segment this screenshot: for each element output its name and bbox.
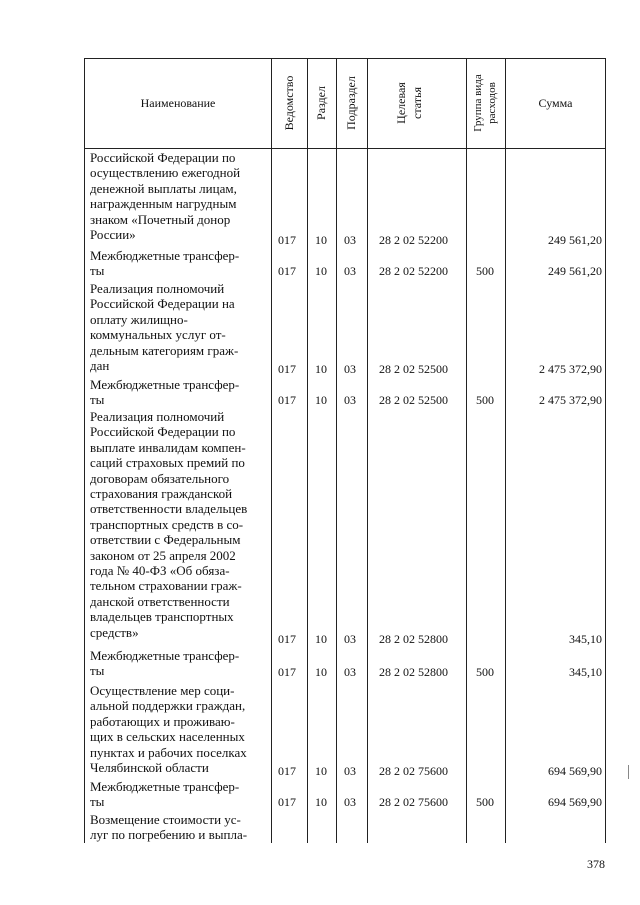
scan-mark xyxy=(628,765,629,779)
cell-celevaya: 28 2 02 52200 xyxy=(379,233,448,247)
header-gruppa-line1: Группа вида xyxy=(472,74,484,132)
header-vedomstvo: Ведомство xyxy=(282,75,296,131)
cell-razdel: 10 xyxy=(315,795,327,809)
cell-celevaya: 28 2 02 52200 xyxy=(379,264,448,278)
row-name: Осуществление мер соци- альной поддержки граждан, работающих и проживаю- щих в сельских населенных пунктах и рабочих поселках Челябинской области xyxy=(90,683,247,776)
row-name: Межбюджетные трансфер- ты xyxy=(90,248,240,279)
cell-celevaya: 28 2 02 52500 xyxy=(379,362,448,376)
header-razdel: Раздел xyxy=(314,86,328,120)
header-bottom-border xyxy=(84,148,606,149)
header-name: Наименование xyxy=(140,96,216,110)
cell-podrazdel: 03 xyxy=(344,665,356,679)
cell-celevaya: 28 2 02 75600 xyxy=(379,795,448,809)
row-name: Возмещение стоимости ус- луг по погребению и выпла- xyxy=(90,812,248,843)
page-number: 378 xyxy=(587,857,605,871)
cell-razdel: 10 xyxy=(315,233,327,247)
col-border-cs xyxy=(466,58,467,843)
header-celevaya-line1: Целевая xyxy=(394,82,408,124)
cell-summa: 2 475 372,90 xyxy=(539,362,602,376)
row-name: Российской Федерации по осуществлению ежегодной денежной выплаты лицам, награжденным нагрудным знаком «Почетный донор России» xyxy=(90,150,241,243)
cell-podrazdel: 03 xyxy=(344,632,356,646)
cell-razdel: 10 xyxy=(315,393,327,407)
col-border-razdel xyxy=(336,58,337,843)
cell-gruppa: 500 xyxy=(476,665,494,679)
cell-razdel: 10 xyxy=(315,264,327,278)
cell-gruppa: 500 xyxy=(476,264,494,278)
header-gruppa-line2: расходов xyxy=(486,82,498,124)
cell-vedomstvo: 017 xyxy=(278,665,296,679)
cell-summa: 345,10 xyxy=(569,665,602,679)
cell-vedomstvo: 017 xyxy=(278,632,296,646)
cell-summa: 694 569,90 xyxy=(548,795,602,809)
row-name: Межбюджетные трансфер- ты xyxy=(90,377,240,408)
cell-summa: 2 475 372,90 xyxy=(539,393,602,407)
cell-vedomstvo: 017 xyxy=(278,795,296,809)
header-celevaya-line2: статья xyxy=(410,87,424,119)
col-border-name xyxy=(271,58,272,843)
row-name: Реализация полномочий Российской Федерации по выплате инвалидам компен- саций страховых премий по договорам обязательного страхования гражданской ответственности владельцев транспортных средств в со- ответствии с Федеральным законом от 25 апреля 2002 года № 40-ФЗ «Об обяза- тельном страховании граж- данской ответственности владельцев транспортных средств» xyxy=(90,409,248,640)
row-name: Реализация полномочий Российской Федерации на оплату жилищно- коммунальных услуг от- дельным категориям граж- дан xyxy=(90,281,239,374)
cell-vedomstvo: 017 xyxy=(278,233,296,247)
cell-gruppa: 500 xyxy=(476,795,494,809)
header-podrazdel: Подраздел xyxy=(344,76,358,130)
cell-celevaya: 28 2 02 52500 xyxy=(379,393,448,407)
col-border-podrazdel xyxy=(367,58,368,843)
cell-podrazdel: 03 xyxy=(344,264,356,278)
cell-summa: 249 561,20 xyxy=(548,264,602,278)
cell-razdel: 10 xyxy=(315,632,327,646)
cell-vedomstvo: 017 xyxy=(278,264,296,278)
cell-podrazdel: 03 xyxy=(344,393,356,407)
cell-summa: 694 569,90 xyxy=(548,764,602,778)
cell-vedomstvo: 017 xyxy=(278,393,296,407)
cell-summa: 345,10 xyxy=(569,632,602,646)
header-summa: Сумма xyxy=(538,96,573,110)
cell-gruppa: 500 xyxy=(476,393,494,407)
col-border-left xyxy=(84,58,85,843)
cell-podrazdel: 03 xyxy=(344,795,356,809)
cell-celevaya: 28 2 02 52800 xyxy=(379,665,448,679)
cell-podrazdel: 03 xyxy=(344,764,356,778)
cell-podrazdel: 03 xyxy=(344,233,356,247)
col-border-ved xyxy=(307,58,308,843)
cell-celevaya: 28 2 02 52800 xyxy=(379,632,448,646)
cell-razdel: 10 xyxy=(315,362,327,376)
cell-vedomstvo: 017 xyxy=(278,764,296,778)
cell-celevaya: 28 2 02 75600 xyxy=(379,764,448,778)
col-border-right xyxy=(605,58,606,843)
row-name: Межбюджетные трансфер- ты xyxy=(90,779,240,810)
cell-razdel: 10 xyxy=(315,764,327,778)
cell-razdel: 10 xyxy=(315,665,327,679)
col-border-gvr xyxy=(505,58,506,843)
cell-vedomstvo: 017 xyxy=(278,362,296,376)
cell-summa: 249 561,20 xyxy=(548,233,602,247)
cell-podrazdel: 03 xyxy=(344,362,356,376)
row-name: Межбюджетные трансфер- ты xyxy=(90,648,240,679)
